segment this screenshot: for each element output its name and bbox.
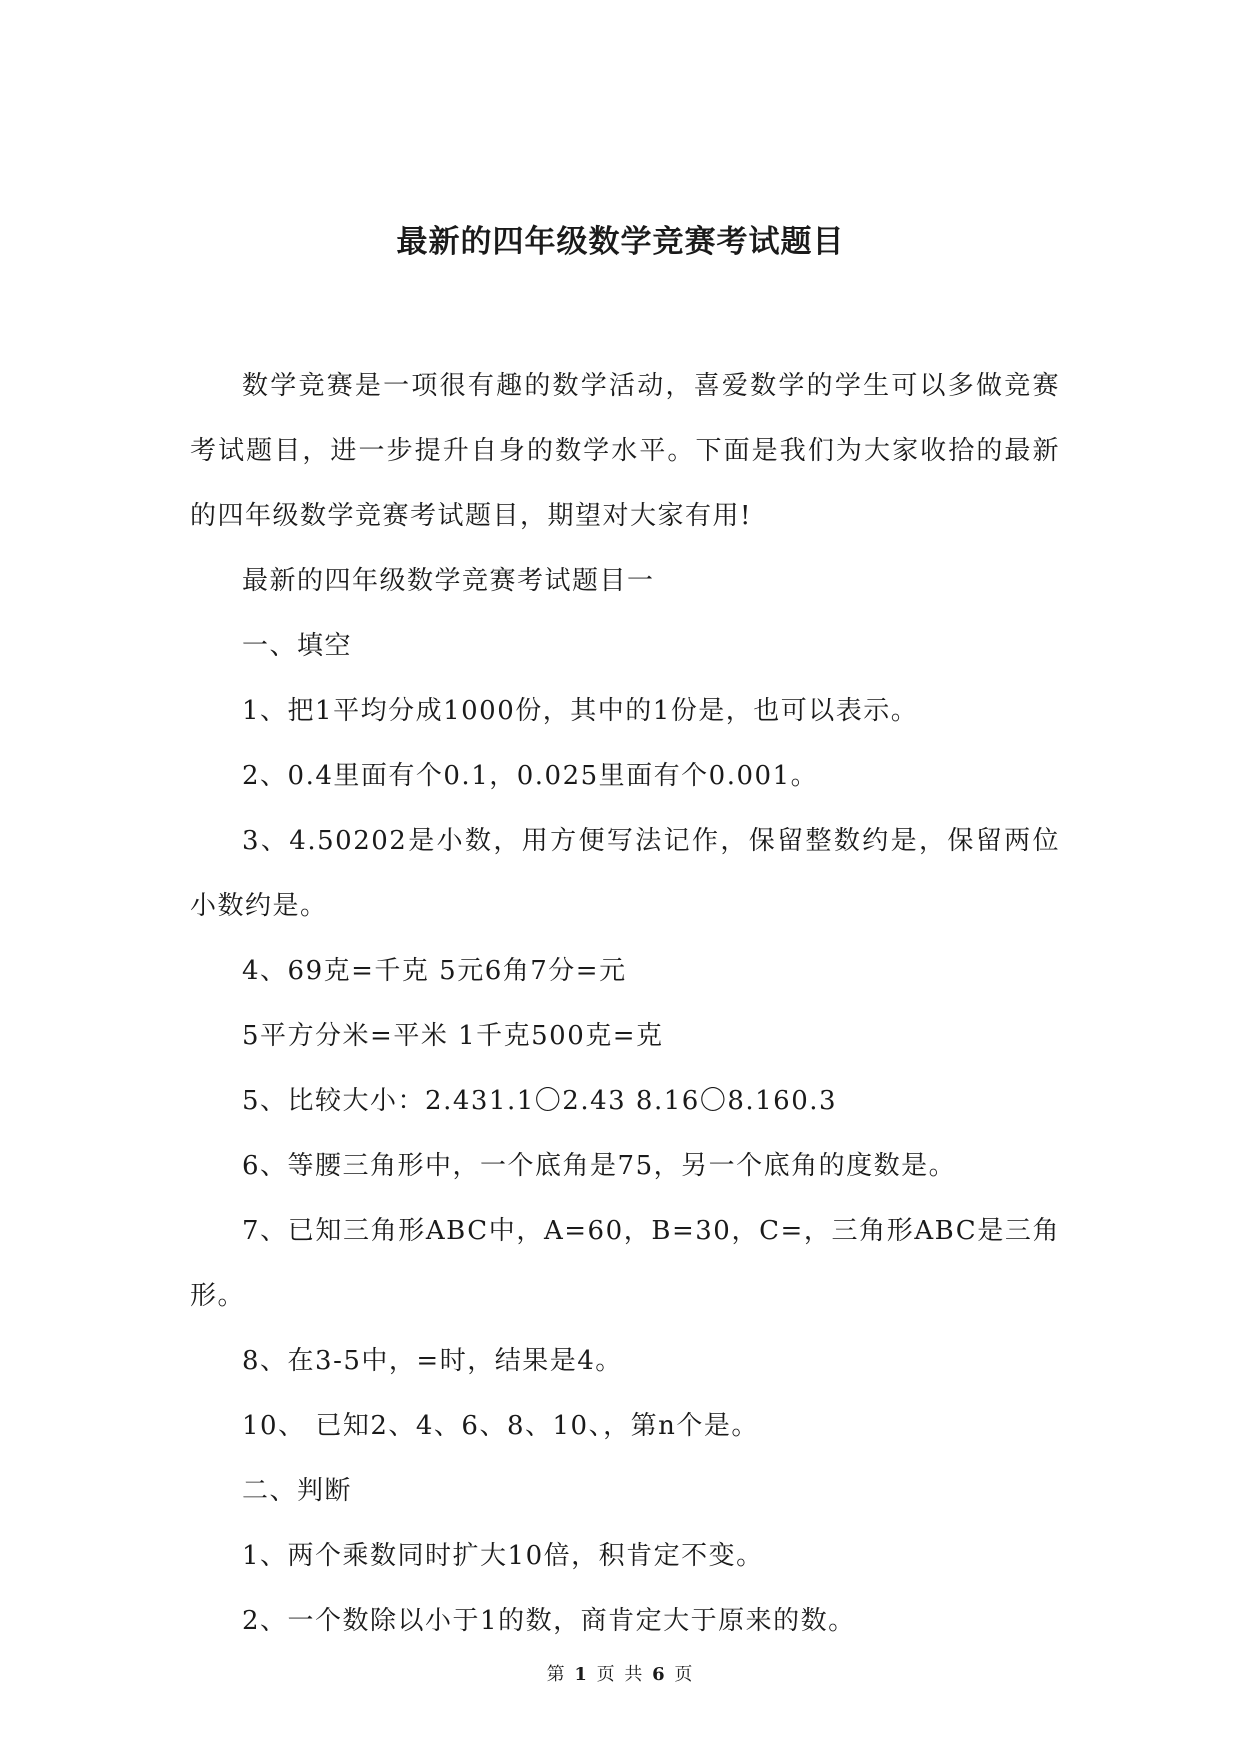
question-item: 6、等腰三角形中，一个底角是75，另一个底角的度数是。 [242,1151,957,1181]
question-item: 5平方分米=平米 1千克500克=克 [242,1021,664,1051]
document-title: 最新的四年级数学竞赛考试题目 [396,224,845,260]
intro-paragraph: 数学竞赛是一项很有趣的数学活动，喜爱数学的学生可以多做竞赛考试题目，进一步提升自身的数学水平。下面是我们为大家收拾的最新的四年级数学竞赛考试题目，期望对大家有用! [190,371,1060,531]
question-item: 4、69克=千克 5元6角7分=元 [242,956,627,986]
question-item: 2、一个数除以小于1的数，商肯定大于原来的数。 [242,1606,856,1636]
question-item: 8、在3-5中，=时，结果是4。 [242,1346,623,1376]
question-item: 10、 已知2、4、6、8、10、，第n个是。 [242,1411,759,1441]
question-item: 1、把1平均分成1000份，其中的1份是，也可以表示。 [242,696,919,726]
part-heading-judgement: 二、判断 [242,1476,353,1506]
footer-prefix: 第 [546,1664,567,1685]
document-body [190,354,1060,1654]
question-item: 7、已知三角形ABC中，A=60，B=30，C=，三角形ABC是三角形。 [190,1216,1060,1311]
footer-suffix: 页 [674,1664,695,1685]
part-heading-fill-blank: 一、填空 [242,631,353,661]
page-footer [0,1663,1241,1687]
footer-total-pages: 6 [652,1664,667,1685]
question-item: 2、0.4里面有个0.1，0.025里面有个0.001。 [242,761,819,791]
question-item: 5、比较大小：2.431.1〇2.43 8.16〇8.160.3 [242,1086,838,1116]
question-item: 1、两个乘数同时扩大10倍，积肯定不变。 [242,1541,764,1571]
section-heading: 最新的四年级数学竞赛考试题目一 [242,566,655,596]
question-item: 3、4.50202是小数，用方便写法记作，保留整数约是，保留两位小数约是。 [190,826,1060,921]
footer-middle: 页 共 [596,1664,645,1685]
footer-current-page: 1 [574,1664,589,1685]
